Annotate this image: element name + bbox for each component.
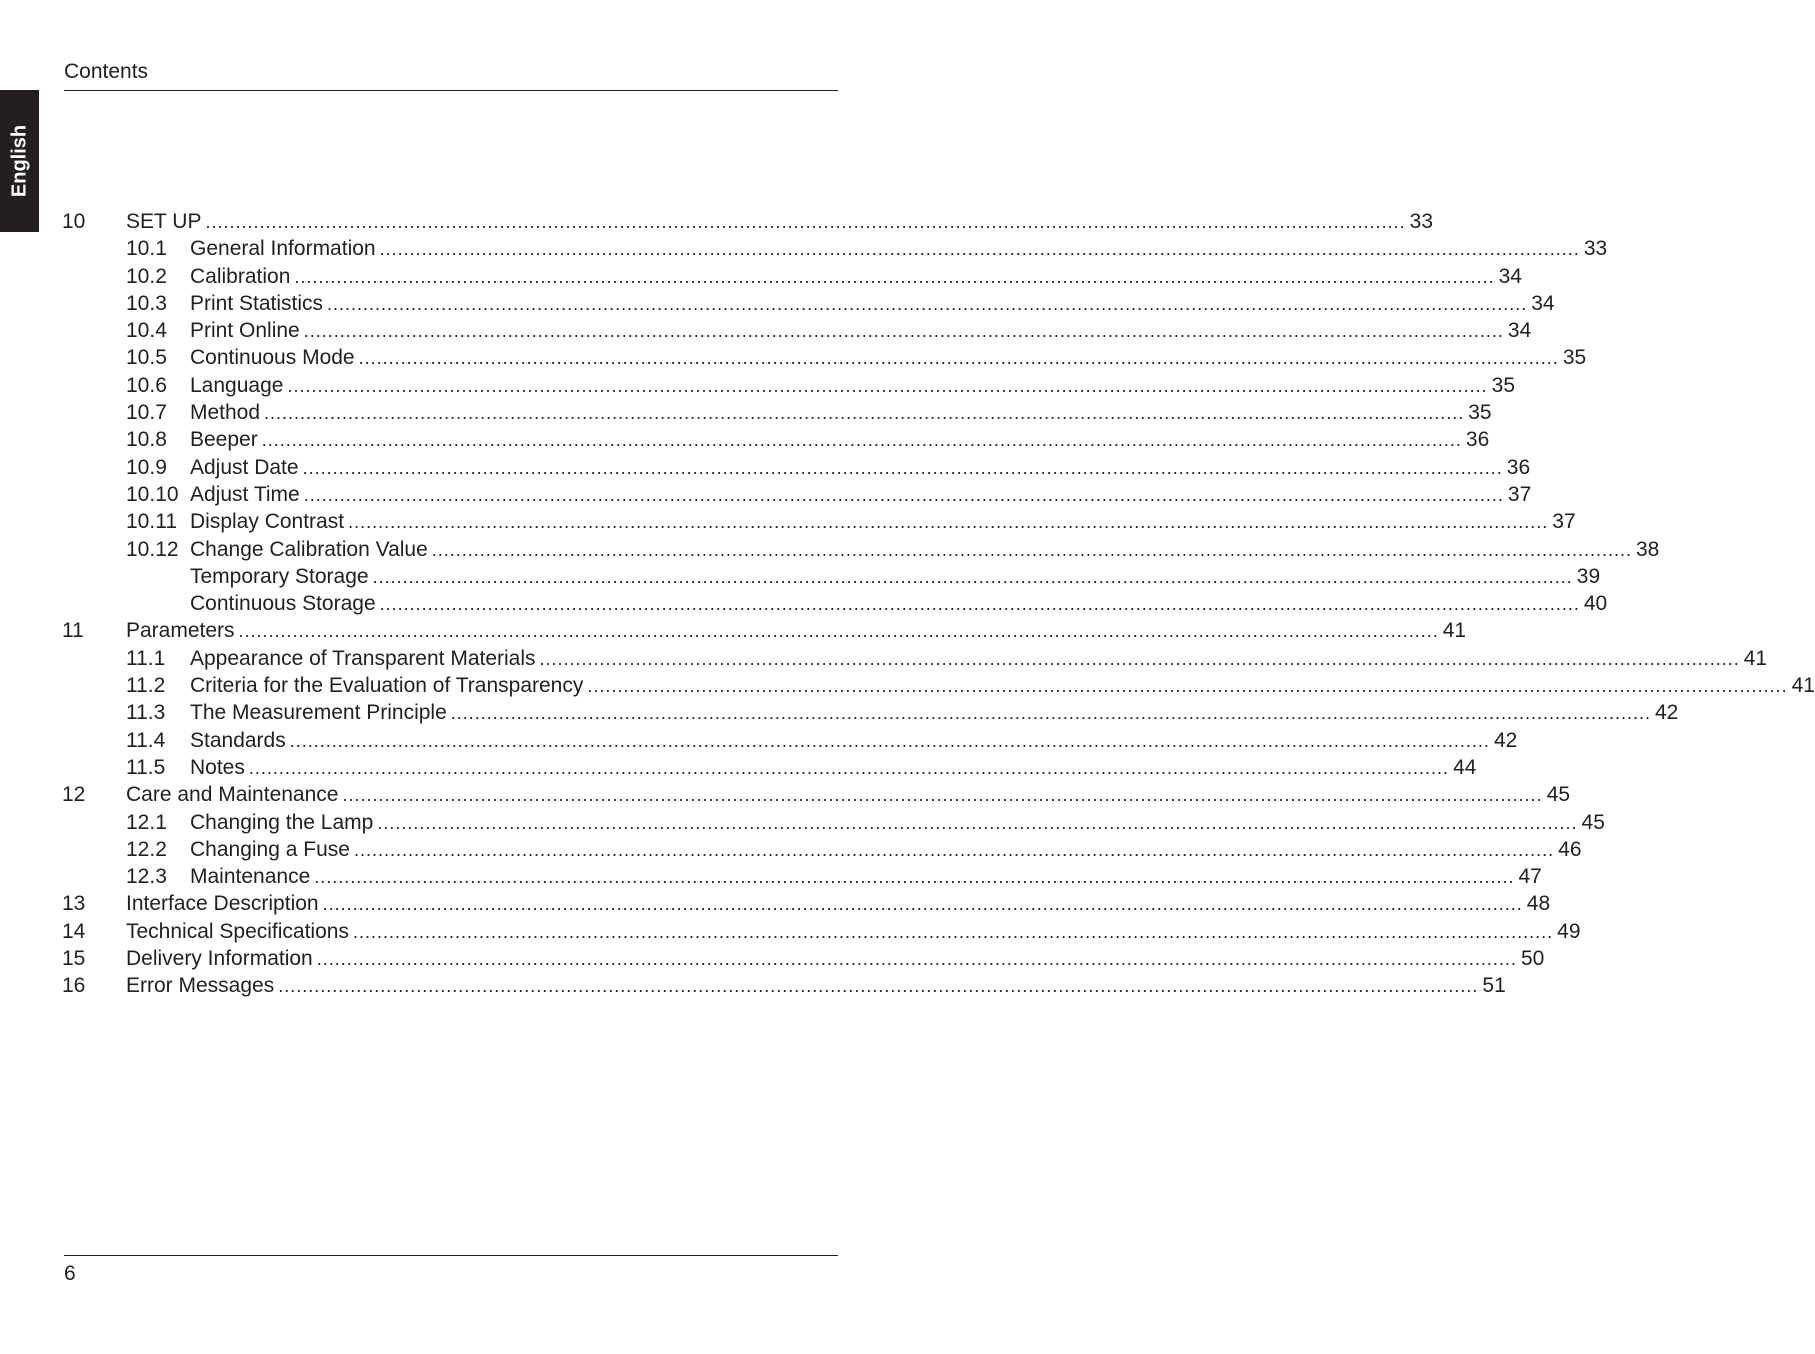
toc-entry-page: 48 (1526, 892, 1551, 916)
toc-entry-title: Continuous Mode (190, 346, 355, 370)
toc-dot-leader: ........................................................................................................................................................................................................ (261, 430, 1462, 451)
toc-entry[interactable] (62, 754, 1477, 781)
toc-entry-number: 10.1 (126, 237, 167, 261)
toc-entry[interactable] (62, 563, 1601, 590)
toc-entry-number: 10.8 (126, 428, 167, 452)
toc-dot-leader: ........................................................................................................................................................................................................ (302, 457, 1503, 478)
toc-entry-page: 46 (1558, 837, 1582, 861)
toc-dot-leader: ........................................................................................................................................................................................................ (377, 812, 1578, 833)
toc-entry-page: 40 (1583, 592, 1608, 616)
header-rule (64, 90, 838, 91)
toc-dot-leader: ........................................................................................................................................................................................................ (587, 676, 1788, 697)
toc-entry-number: 15 (62, 947, 86, 971)
toc-entry[interactable] (62, 208, 1434, 235)
toc-entry-title: Changing the Lamp (190, 810, 374, 834)
toc-dot-leader: ........................................................................................................................................................................................................ (342, 785, 1543, 806)
toc-dot-leader: ........................................................................................................................................................................................................ (379, 239, 1580, 260)
toc-entry[interactable] (62, 344, 1587, 371)
toc-entry-title: Change Calibration Value (190, 537, 428, 561)
toc-entry-title: Error Messages (126, 974, 275, 998)
toc-dot-leader: ........................................................................................................................................................................................................ (372, 566, 1573, 587)
toc-entry-page: 35 (1491, 373, 1515, 397)
toc-entry-number: 11 (62, 619, 84, 643)
toc-dot-leader: ........................................................................................................................................................................................................ (379, 594, 1580, 615)
toc-dot-leader: ........................................................................................................................................................................................................ (539, 648, 1740, 669)
toc-entry[interactable] (62, 481, 1532, 508)
toc-entry[interactable] (62, 699, 1679, 726)
toc-entry-page: 35 (1562, 346, 1587, 370)
toc-entry-title: Display Contrast (190, 510, 345, 534)
toc-entry-title: Technical Specifications (126, 919, 349, 943)
toc-entry[interactable] (62, 454, 1531, 481)
toc-entry-page: 35 (1468, 401, 1492, 425)
toc-entry-page: 51 (1482, 974, 1506, 998)
toc-entry-number: 11.2 (126, 674, 166, 698)
toc-entry-title: Care and Maintenance (126, 783, 339, 807)
toc-entry-title: Notes (190, 755, 245, 779)
toc-entry-title: General Information (190, 237, 376, 261)
toc-entry-number: 10.4 (126, 319, 167, 343)
toc-entry-number: 10.5 (126, 346, 167, 370)
toc-dot-leader: ........................................................................................................................................................................................................ (303, 321, 1504, 342)
toc-entry-number: 10.12 (126, 537, 179, 561)
toc-entry-title: Standards (190, 728, 286, 752)
toc-dot-leader: ........................................................................................................................................................................................................ (431, 539, 1632, 560)
toc-entry-number: 10.3 (126, 291, 167, 315)
toc-entry-page: 33 (1409, 210, 1434, 233)
toc-entry-title: Beeper (190, 428, 258, 452)
table-of-contents (62, 208, 1815, 1000)
toc-entry-page: 49 (1557, 919, 1581, 943)
toc-entry[interactable] (62, 945, 1545, 972)
toc-entry-number: 14 (62, 919, 86, 943)
language-tab (0, 90, 39, 232)
toc-entry-page: 33 (1583, 237, 1608, 261)
toc-entry-page: 41 (1743, 646, 1768, 670)
language-tab-label: English (8, 124, 30, 198)
toc-entry-title: Adjust Date (190, 455, 299, 479)
toc-dot-leader: ........................................................................................................................................................................................................ (303, 484, 1504, 505)
toc-dot-leader: ........................................................................................................................................................................................................ (353, 839, 1555, 860)
toc-entry[interactable] (62, 645, 1768, 672)
toc-entry-page: 44 (1453, 755, 1477, 779)
toc-entry-page: 42 (1654, 701, 1679, 725)
toc-entry-title: Print Statistics (190, 291, 324, 315)
toc-entry-page: 39 (1576, 564, 1601, 588)
footer-rule (64, 1255, 838, 1256)
toc-entry-page: 36 (1506, 455, 1531, 479)
toc-entry-number: 12.1 (126, 810, 167, 834)
toc-entry-title: Language (190, 373, 284, 397)
toc-entry[interactable] (62, 536, 1660, 563)
toc-entry-number: 10.7 (126, 401, 167, 425)
toc-entry-page: 45 (1546, 783, 1571, 807)
toc-entry-page: 50 (1520, 947, 1545, 971)
toc-entry-page: 45 (1581, 810, 1605, 834)
toc-entry-page: 34 (1531, 291, 1555, 315)
toc-dot-leader: ........................................................................................................................................................................................................ (278, 976, 1479, 997)
toc-entry-number: 10.9 (126, 455, 167, 479)
toc-entry[interactable] (62, 836, 1582, 863)
toc-dot-leader: ........................................................................................................................................................................................................ (316, 949, 1517, 970)
toc-entry-page: 47 (1518, 865, 1542, 889)
toc-entry-number: 16 (62, 974, 86, 998)
toc-dot-leader: ........................................................................................................................................................................................................ (314, 867, 1515, 888)
toc-entry[interactable] (62, 918, 1581, 945)
toc-dot-leader: ........................................................................................................................................................................................................ (348, 512, 1549, 533)
toc-entry-title: Method (190, 401, 261, 425)
toc-entry[interactable] (62, 508, 1576, 535)
toc-entry[interactable] (62, 263, 1522, 290)
toc-entry[interactable] (62, 972, 1506, 999)
toc-entry-page: 41 (1791, 674, 1815, 698)
toc-entry-title: Appearance of Transparent Materials (190, 646, 536, 670)
toc-entry[interactable] (62, 617, 1467, 644)
toc-entry-number: 10.11 (126, 510, 177, 534)
toc-entry-title: The Measurement Principle (190, 701, 447, 725)
toc-entry-number: 12.3 (126, 865, 167, 889)
toc-entry-number: 11.4 (126, 728, 166, 752)
toc-entry[interactable] (62, 781, 1571, 808)
toc-entry[interactable] (62, 426, 1490, 453)
toc-entry[interactable] (62, 809, 1605, 836)
toc-entry-page: 37 (1507, 482, 1532, 506)
toc-entry[interactable] (62, 727, 1518, 754)
toc-entry[interactable] (62, 372, 1515, 399)
toc-entry-number: 10.10 (126, 482, 179, 506)
page-header-title: Contents (64, 60, 149, 83)
toc-entry[interactable] (62, 317, 1532, 344)
toc-entry-number: 11.3 (126, 701, 166, 725)
toc-dot-leader: ........................................................................................................................................................................................................ (294, 266, 1495, 287)
toc-entry-title: Calibration (190, 264, 291, 288)
toc-dot-leader: ........................................................................................................................................................................................................ (205, 212, 1406, 232)
toc-entry-number: 13 (62, 892, 86, 916)
toc-entry-number: 11.5 (126, 755, 166, 779)
toc-entry[interactable] (62, 863, 1542, 890)
toc-dot-leader: ........................................................................................................................................................................................................ (450, 703, 1651, 724)
toc-entry-number: 12.2 (126, 837, 167, 861)
toc-entry[interactable] (62, 590, 1608, 617)
toc-entry-title: Print Online (190, 319, 300, 343)
toc-entry[interactable] (62, 290, 1555, 317)
toc-entry-page: 41 (1442, 619, 1467, 643)
toc-entry-page: 34 (1498, 264, 1522, 288)
toc-entry-number: 11.1 (126, 646, 166, 670)
toc-dot-leader: ........................................................................................................................................................................................................ (322, 894, 1523, 915)
toc-entry-number: 10.2 (126, 264, 167, 288)
toc-entry-title: Interface Description (126, 892, 319, 916)
toc-dot-leader: ........................................................................................................................................................................................................ (327, 293, 1528, 314)
toc-entry[interactable] (62, 890, 1551, 917)
toc-entry-page: 38 (1635, 537, 1660, 561)
toc-dot-leader: ........................................................................................................................................................................................................ (248, 757, 1450, 778)
toc-entry-number: 10.6 (126, 373, 167, 397)
toc-dot-leader: ........................................................................................................................................................................................................ (264, 403, 1465, 424)
toc-entry-number: 10 (62, 210, 86, 233)
toc-dot-leader: ........................................................................................................................................................................................................ (287, 375, 1488, 396)
toc-entry[interactable] (62, 672, 1815, 699)
toc-entry-title: Parameters (126, 619, 235, 643)
toc-entry-title: Continuous Storage (190, 592, 376, 616)
toc-dot-leader: ........................................................................................................................................................................................................ (358, 348, 1559, 369)
toc-dot-leader: ........................................................................................................................................................................................................ (238, 621, 1439, 642)
toc-dot-leader: ........................................................................................................................................................................................................ (289, 730, 1490, 751)
toc-entry-title: Changing a Fuse (190, 837, 350, 861)
toc-entry-title: Temporary Storage (190, 564, 369, 588)
toc-dot-leader: ........................................................................................................................................................................................................ (352, 921, 1554, 942)
toc-entry-title: Criteria for the Evaluation of Transparency (190, 674, 584, 698)
toc-entry[interactable] (62, 235, 1608, 262)
toc-entry-title: Delivery Information (126, 947, 313, 971)
toc-entry-page: 36 (1465, 428, 1490, 452)
toc-entry[interactable] (62, 399, 1492, 426)
toc-entry-page: 42 (1493, 728, 1518, 752)
page-number: 6 (64, 1262, 76, 1285)
toc-entry-title: SET UP (126, 210, 202, 233)
toc-entry-page: 37 (1552, 510, 1576, 534)
toc-entry-page: 34 (1507, 319, 1532, 343)
toc-entry-title: Adjust Time (190, 482, 300, 506)
toc-entry-title: Maintenance (190, 865, 311, 889)
toc-entry-number: 12 (62, 783, 86, 807)
